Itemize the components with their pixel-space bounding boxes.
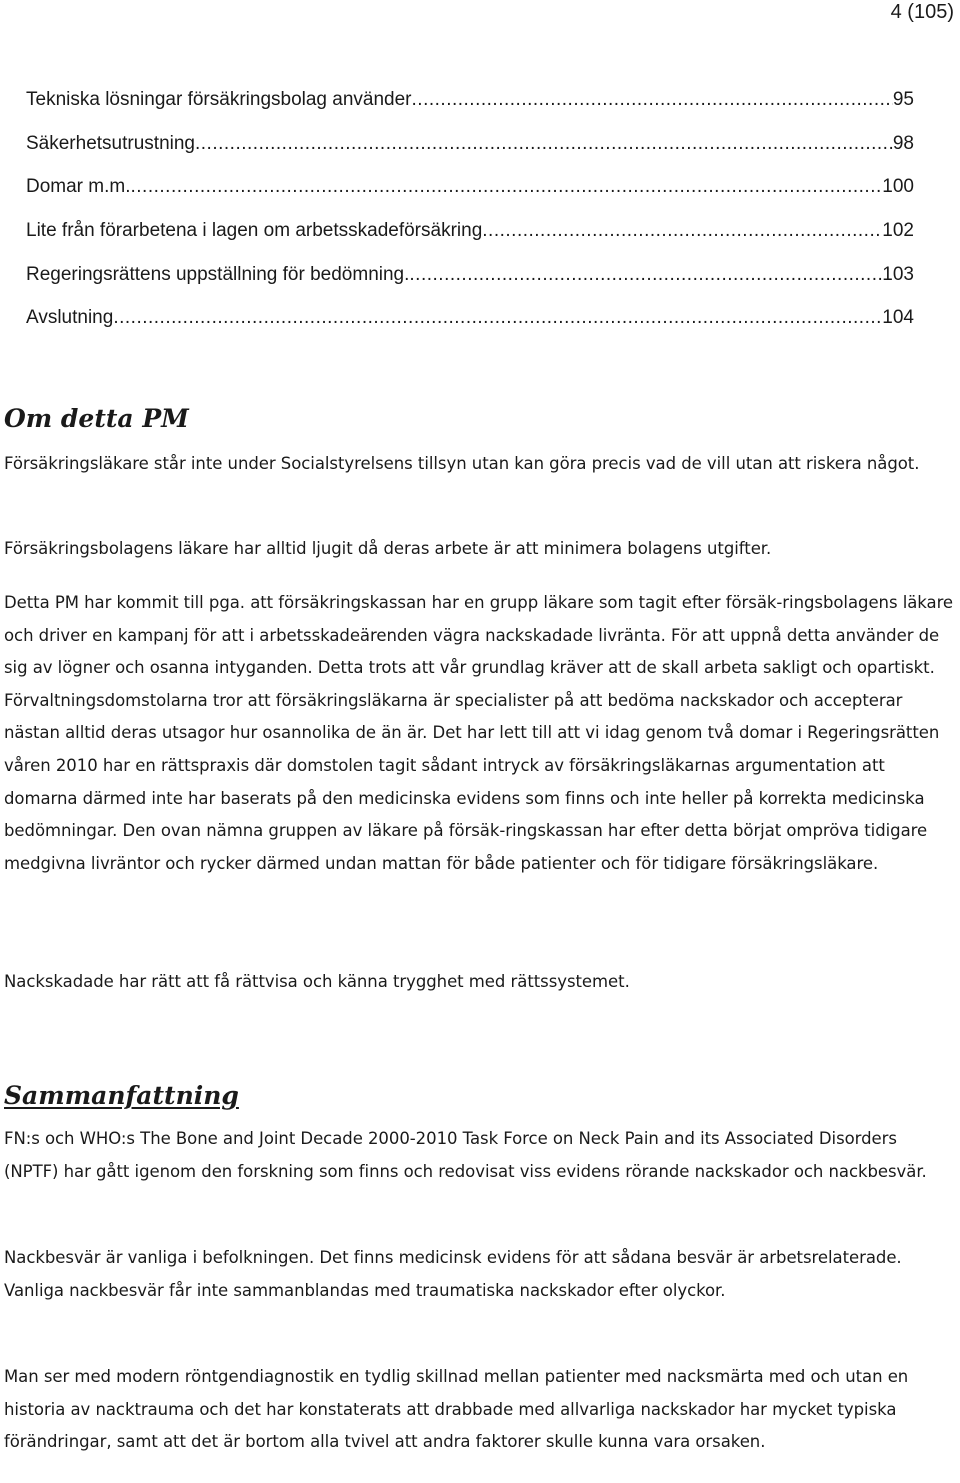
- paragraph: Nackskadade har rätt att få rättvisa och känna trygghet med rättssystemet.: [4, 972, 630, 991]
- toc-entry-page: 98: [892, 132, 914, 154]
- toc-entry-page: 103: [882, 263, 914, 285]
- toc-leader-dots: [482, 215, 882, 247]
- toc-entry[interactable]: [26, 259, 914, 303]
- toc-entry-title: Domar m.m.: [26, 176, 131, 198]
- paragraph: Försäkringsläkare står inte under Socialstyrelsens tillsyn utan kan göra precis vad de vill utan att riskera något.: [4, 454, 920, 473]
- toc-entry-page: 104: [882, 307, 914, 329]
- toc-leader-dots: [131, 171, 883, 203]
- table-of-contents: [26, 84, 914, 346]
- toc-leader-dots: [195, 128, 893, 160]
- toc-leader-dots: [113, 302, 882, 334]
- toc-entry-title: Tekniska lösningar försäkringsbolag använder: [26, 89, 412, 110]
- toc-entry[interactable]: [26, 215, 914, 259]
- toc-leader-dots: [409, 259, 882, 291]
- toc-entry[interactable]: [26, 171, 914, 215]
- toc-entry-title: Säkerhetsutrustning: [26, 132, 195, 154]
- toc-entry-page: 102: [882, 220, 914, 242]
- toc-entry-title: Lite från förarbetena i lagen om arbetsskadeförsäkring: [26, 220, 483, 242]
- paragraph: FN:s och WHO:s The Bone and Joint Decade 2000-2010 Task Force on Neck Pain and its Associated Disorders (NPTF) har gått igenom den forskning som finns och redovisat viss evidens rörande nackskador och nackbesvär.: [4, 1129, 927, 1181]
- section-heading-about: Om detta PM: [4, 404, 189, 433]
- paragraph: Detta PM har kommit till pga. att försäkringskassan har en grupp läkare som tagit efter försäk-ringsbolagens läkare och driver en kampanj för att i arbetsskadeärenden vägra nackskadade livränta. För att uppnå detta använder de sig av lögner och osanna intyganden. Detta trots att vår grundlag kräver att de skall arbeta sakligt och opartiskt. Förvaltningsdomstolarna tror att försäkringsläkarna är specialister på att bedöma nackskador och accepterar nästan alltid deras utsagor hur osannolika de än är. Det har lett till att vi idag genom två domar i Regeringsrätten våren 2010 har en rättspraxis där domstolen tagit sådant intryck av försäkringsläkarnas argumentation att domarna därmed inte har baserats på den medicinska evidens som finns och inte heller på korrekta medicinska bedömningar. Den ovan nämna gruppen av läkare på försäk-ringskassan har efter detta börjat ompröva tidigare medgivna livräntor och rycker därmed undan mattan för både patienter och för tidigare försäkringsläkare.: [4, 593, 954, 873]
- paragraph: Man ser med modern röntgendiagnostik en tydlig skillnad mellan patienter med nacksmärta med och utan en historia av nacktrauma och det har konstaterats att drabbade med allvarliga nackskador har mycket typiska förändringar, samt att det är bortom alla tvivel att andra faktorer skulle kunna vara orsaken.: [4, 1367, 909, 1452]
- toc-entry-title: Avslutning: [26, 307, 114, 329]
- toc-entry-page: 100: [882, 176, 914, 198]
- toc-entry[interactable]: [26, 128, 914, 172]
- toc-entry-page: 95: [892, 89, 914, 110]
- toc-entry[interactable]: [26, 84, 914, 128]
- section-heading-summary: Sammanfattning: [4, 1081, 239, 1110]
- toc-leader-dots: [412, 84, 893, 116]
- paragraph: Försäkringsbolagens läkare har alltid ljugit då deras arbete är att minimera bolagens utgifter.: [4, 539, 772, 558]
- toc-entry[interactable]: [26, 302, 914, 346]
- page-number: 4 (105): [890, 1, 954, 23]
- paragraph: Nackbesvär är vanliga i befolkningen. Det finns medicinsk evidens för att sådana besvär är arbetsrelaterade. Vanliga nackbesvär får inte sammanblandas med traumatiska nackskador efter olyckor.: [4, 1248, 902, 1300]
- toc-entry-title: Regeringsrättens uppställning för bedömning.: [26, 263, 410, 285]
